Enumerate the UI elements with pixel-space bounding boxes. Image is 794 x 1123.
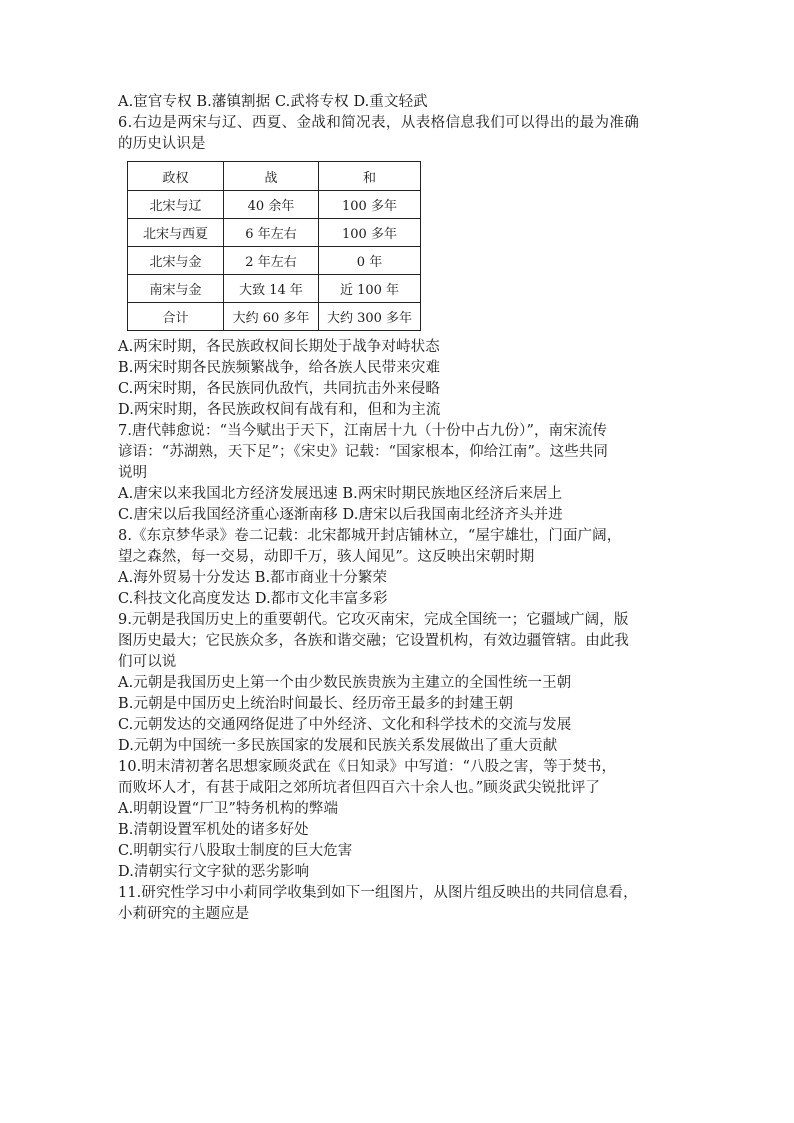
q9-option-a: A.元朝是我国历史上第一个由少数民族贵族为主建立的全国性统一王朝 xyxy=(118,675,572,691)
q5-options: A.宦官专权 B.藩镇割据 C.武将专权 D.重文轻武 xyxy=(118,94,428,110)
war-peace-table-wrap xyxy=(127,161,678,331)
table-cell: 100 多年 xyxy=(319,219,421,247)
table-cell: 100 多年 xyxy=(319,191,421,219)
table-cell: 北宋与辽 xyxy=(128,191,224,219)
q10-option-c: C.明朝实行八股取士制度的巨大危害 xyxy=(118,843,353,859)
table-cell: 大约 300 多年 xyxy=(319,303,421,331)
table-cell: 合计 xyxy=(128,303,224,331)
table-cell: 0 年 xyxy=(319,247,421,275)
question-11 xyxy=(118,883,678,925)
table-cell: 2 年左右 xyxy=(224,247,319,275)
question-8 xyxy=(118,526,678,610)
q7-options-ab: A.唐宋以来我国北方经济发展迅速 B.两宋时期民族地区经济后来居上 xyxy=(118,486,563,502)
table-row-total xyxy=(128,303,421,331)
q8-stem-line-2: 望之森然，每一交易，动即千万，骇人闻见”。这反映出宋朝时期 xyxy=(118,549,535,565)
q7-stem-line-3: 说明 xyxy=(118,465,148,481)
table-row xyxy=(128,219,421,247)
question-6 xyxy=(118,113,678,421)
table-cell: 40 余年 xyxy=(224,191,319,219)
table-cell: 近 100 年 xyxy=(319,275,421,303)
q6-stem-line-1: 6.右边是两宋与辽、西夏、金战和简况表，从表格信息我们可以得出的最为准确 xyxy=(118,115,640,131)
table-cell: 6 年左右 xyxy=(224,219,319,247)
q10-stem-line-2: 而败坏人才，有甚于咸阳之郊所坑者但四百六十余人也。”顾炎武尖锐批评了 xyxy=(118,780,601,796)
table-header-cell: 和 xyxy=(319,162,421,191)
table-cell: 大致 14 年 xyxy=(224,275,319,303)
table-row xyxy=(128,191,421,219)
q6-stem-line-2: 的历史认识是 xyxy=(118,136,206,152)
table-cell: 南宋与金 xyxy=(128,275,224,303)
q9-stem-line-3: 们可以说 xyxy=(118,654,177,670)
q10-option-d: D.清朝实行文字狱的恶劣影响 xyxy=(118,864,310,880)
q9-stem-line-2: 图历史最大；它民族众多，各族和谐交融；它设置机构，有效边疆管辖。由此我 xyxy=(118,633,629,649)
q9-stem-line-1: 9.元朝是我国历史上的重要朝代。它攻灭南宋，完成全国统一；它疆域广阔，版 xyxy=(118,612,629,628)
table-header-row xyxy=(128,162,421,191)
table-row xyxy=(128,247,421,275)
table-cell: 大约 60 多年 xyxy=(224,303,319,331)
exam-page xyxy=(118,92,678,925)
question-10 xyxy=(118,757,678,883)
table-row xyxy=(128,275,421,303)
q6-option-a: A.两宋时期，各民族政权间长期处于战争对峙状态 xyxy=(118,339,440,355)
q6-option-b: B.两宋时期各民族频繁战争，给各族人民带来灾难 xyxy=(118,360,441,376)
table-header-cell: 战 xyxy=(224,162,319,191)
war-peace-table xyxy=(127,161,421,331)
q8-options-ab: A.海外贸易十分发达 B.都市商业十分繁荣 xyxy=(118,570,388,586)
table-header-cell: 政权 xyxy=(128,162,224,191)
q8-options-cd: C.科技文化高度发达 D.都市文化丰富多彩 xyxy=(118,591,388,607)
q10-option-a: A.明朝设置“厂卫”特务机构的弊端 xyxy=(118,801,339,817)
q9-option-c: C.元朝发达的交通网络促进了中外经济、文化和科学技术的交流与发展 xyxy=(118,717,572,733)
q6-option-c: C.两宋时期，各民族同仇敌忾，共同抗击外来侵略 xyxy=(118,381,440,397)
q10-option-b: B.清朝设置军机处的诸多好处 xyxy=(118,822,309,838)
q7-stem-line-2: 谚语：“苏湖熟，天下足”；《宋史》记载：“国家根本，仰给江南”。这些共同 xyxy=(118,444,608,460)
q7-options-cd: C.唐宋以后我国经济重心逐渐南移 D.唐宋以后我国南北经济齐头并进 xyxy=(118,507,563,523)
q9-option-d: D.元朝为中国统一多民族国家的发展和民族关系发展做出了重大贡献 xyxy=(118,738,558,754)
q10-stem-line-1: 10.明末清初著名思想家顾炎武在《日知录》中写道：“八股之害，等于焚书， xyxy=(118,759,617,775)
q8-stem-line-1: 8.《东京梦华录》卷二记载：北宋都城开封店铺林立，“屋宇雄壮，门面广阔， xyxy=(118,528,622,544)
table-cell: 北宋与西夏 xyxy=(128,219,224,247)
q11-stem-line-2: 小莉研究的主题应是 xyxy=(118,906,250,922)
q7-stem-line-1: 7.唐代韩愈说：“当今赋出于天下，江南居十九（十份中占九份）”，南宋流传 xyxy=(118,423,608,439)
q11-stem-line-1: 11.研究性学习中小莉同学收集到如下一组图片，从图片组反映出的共同信息看， xyxy=(118,885,638,901)
question-9 xyxy=(118,610,678,757)
table-cell: 北宋与金 xyxy=(128,247,224,275)
question-7 xyxy=(118,421,678,526)
q9-option-b: B.元朝是中国历史上统治时间最长、经历帝王最多的封建王朝 xyxy=(118,696,514,712)
q6-option-d: D.两宋时期，各民族政权间有战有和，但和为主流 xyxy=(118,402,441,418)
